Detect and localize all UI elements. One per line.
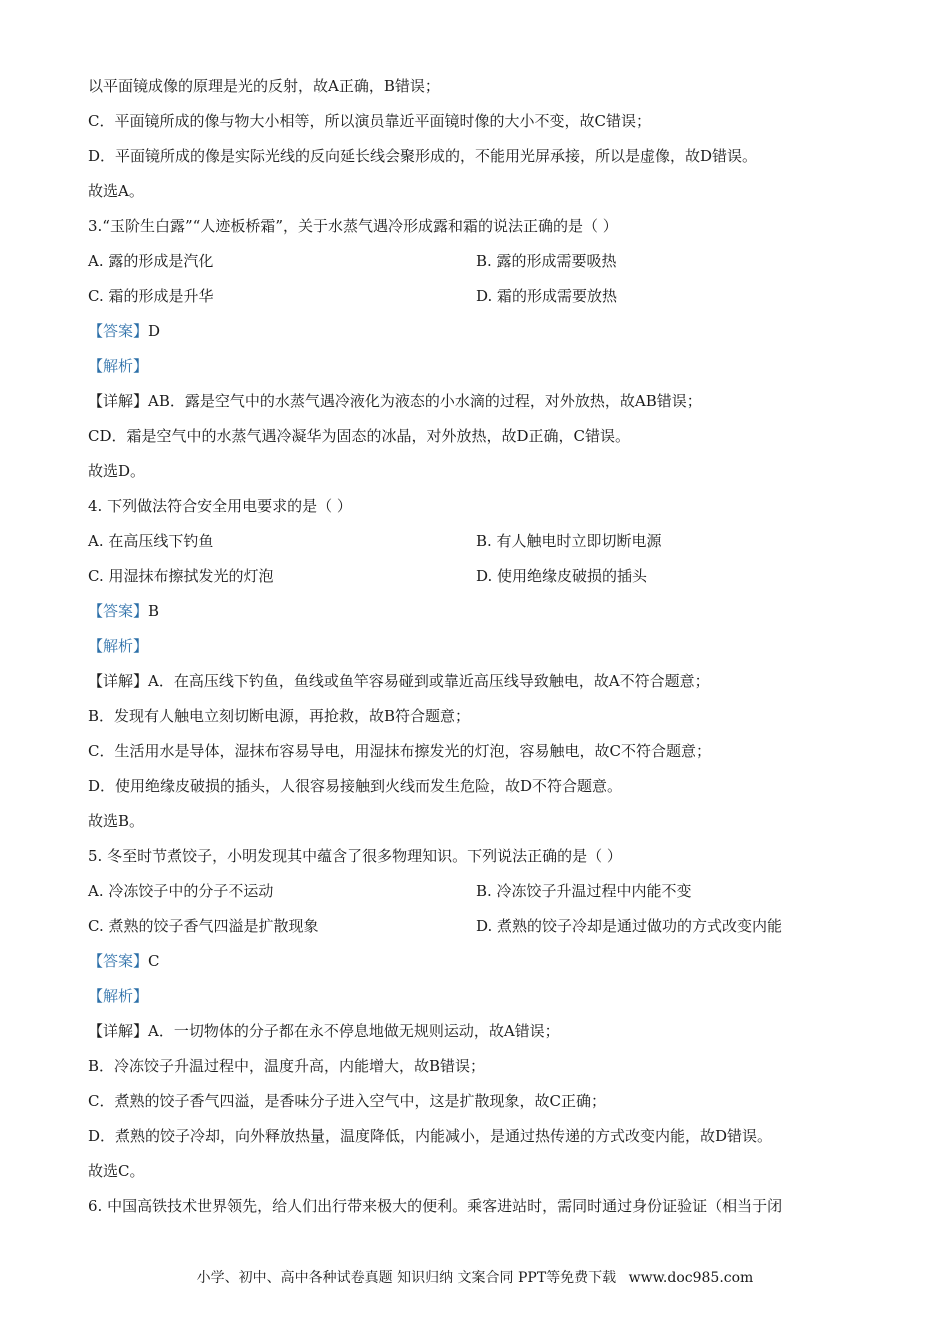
- footer-text: 小学、初中、高中各种试卷真题 知识归纳 文案合同 PPT等免费下载: [196, 1270, 617, 1286]
- question-5-detail-line: D．煮熟的饺子冷却，向外释放热量，温度降低，内能减小，是通过热传递的方式改变内能，故D错误。: [88, 1127, 773, 1145]
- answer-value: D: [148, 322, 161, 340]
- question-5-analysis-tag: 【解析】: [88, 987, 149, 1005]
- prev-solution-line: D．平面镜所成的像是实际光线的反向延长线会聚形成的，不能用光屏承接，所以是虚像，故D错误。: [88, 147, 758, 165]
- question-3-option-d: D. 霜的形成需要放热: [476, 287, 618, 305]
- prev-conclusion: 故选A。: [88, 182, 144, 200]
- question-5-answer: [88, 951, 160, 971]
- detail-tag: 【详解】: [88, 672, 149, 690]
- question-3-detail-line: CD．霜是空气中的水蒸气遇冷凝华为固态的冰晶，对外放热，故D正确，C错误。: [88, 427, 631, 445]
- answer-tag: 【答案】: [88, 602, 149, 620]
- question-5-option-b: B. 冷冻饺子升温过程中内能不变: [476, 882, 692, 900]
- detail-text: A．一切物体的分子都在永不停息地做无规则运动，故A错误；: [148, 1022, 560, 1040]
- detail-text: AB．露是空气中的水蒸气遇冷液化为液态的小水滴的过程，对外放热，故AB错误；: [148, 392, 702, 410]
- question-3-option-b: B. 露的形成需要吸热: [476, 252, 617, 270]
- question-4-detail-line: C．生活用水是导体，湿抹布容易导电，用湿抹布擦发光的灯泡，容易触电，故C不符合题意；: [88, 742, 711, 760]
- answer-tag: 【答案】: [88, 322, 149, 340]
- question-3-conclusion: 故选D。: [88, 462, 146, 480]
- question-4-conclusion: 故选B。: [88, 812, 145, 830]
- question-5-detail-line: C．煮熟的饺子香气四溢，是香味分子进入空气中，这是扩散现象，故C正确；: [88, 1092, 606, 1110]
- question-3-detail: [88, 391, 702, 411]
- question-4-answer: [88, 601, 159, 621]
- detail-tag: 【详解】: [88, 392, 149, 410]
- question-5-option-c: C. 煮熟的饺子香气四溢是扩散现象: [88, 917, 319, 935]
- page-footer: [0, 1268, 950, 1288]
- question-3-option-a: A. 露的形成是汽化: [88, 252, 214, 270]
- question-5-stem: 5. 冬至时节煮饺子，小明发现其中蕴含了很多物理知识。下列说法正确的是（ ）: [88, 847, 622, 865]
- question-4-detail-line: D．使用绝缘皮破损的插头，人很容易接触到火线而发生危险，故D不符合题意。: [88, 777, 623, 795]
- question-3-stem: 3.“玉阶生白露”“人迹板桥霜”，关于水蒸气遇冷形成露和霜的说法正确的是（ ）: [88, 217, 618, 235]
- question-4-option-d: D. 使用绝缘皮破损的插头: [476, 567, 648, 585]
- question-3-option-c: C. 霜的形成是升华: [88, 287, 214, 305]
- detail-text: A．在高压线下钓鱼，鱼线或鱼竿容易碰到或靠近高压线导致触电，故A不符合题意；: [148, 672, 710, 690]
- question-3-answer: [88, 321, 160, 341]
- answer-tag: 【答案】: [88, 952, 149, 970]
- question-4-stem: 4. 下列做法符合安全用电要求的是（ ）: [88, 497, 352, 515]
- question-4-option-a: A. 在高压线下钓鱼: [88, 532, 214, 550]
- detail-tag: 【详解】: [88, 1022, 149, 1040]
- question-4-detail: [88, 671, 710, 691]
- prev-solution-line: 以平面镜成像的原理是光的反射，故A正确，B错误；: [88, 77, 440, 95]
- question-6-stem: 6. 中国高铁技术世界领先，给人们出行带来极大的便利。乘客进站时，需同时通过身份证验证（相当于闭: [88, 1197, 783, 1215]
- question-4-option-b: B. 有人触电时立即切断电源: [476, 532, 662, 550]
- question-5-option-a: A. 冷冻饺子中的分子不运动: [88, 882, 274, 900]
- prev-solution-line: C．平面镜所成的像与物大小相等，所以演员靠近平面镜时像的大小不变，故C错误；: [88, 112, 651, 130]
- question-5-detail: [88, 1021, 560, 1041]
- question-5-conclusion: 故选C。: [88, 1162, 145, 1180]
- question-4-analysis-tag: 【解析】: [88, 637, 149, 655]
- question-4-detail-line: B．发现有人触电立刻切断电源，再抢救，故B符合题意；: [88, 707, 471, 725]
- question-5-option-d: D. 煮熟的饺子冷却是通过做功的方式改变内能: [476, 917, 783, 935]
- answer-value: C: [148, 952, 160, 970]
- answer-value: B: [148, 602, 160, 620]
- footer-site-link[interactable]: www.doc985.com: [628, 1270, 754, 1286]
- question-3-analysis-tag: 【解析】: [88, 357, 149, 375]
- question-5-detail-line: B．冷冻饺子升温过程中，温度升高，内能增大，故B错误；: [88, 1057, 486, 1075]
- question-4-option-c: C. 用湿抹布擦拭发光的灯泡: [88, 567, 274, 585]
